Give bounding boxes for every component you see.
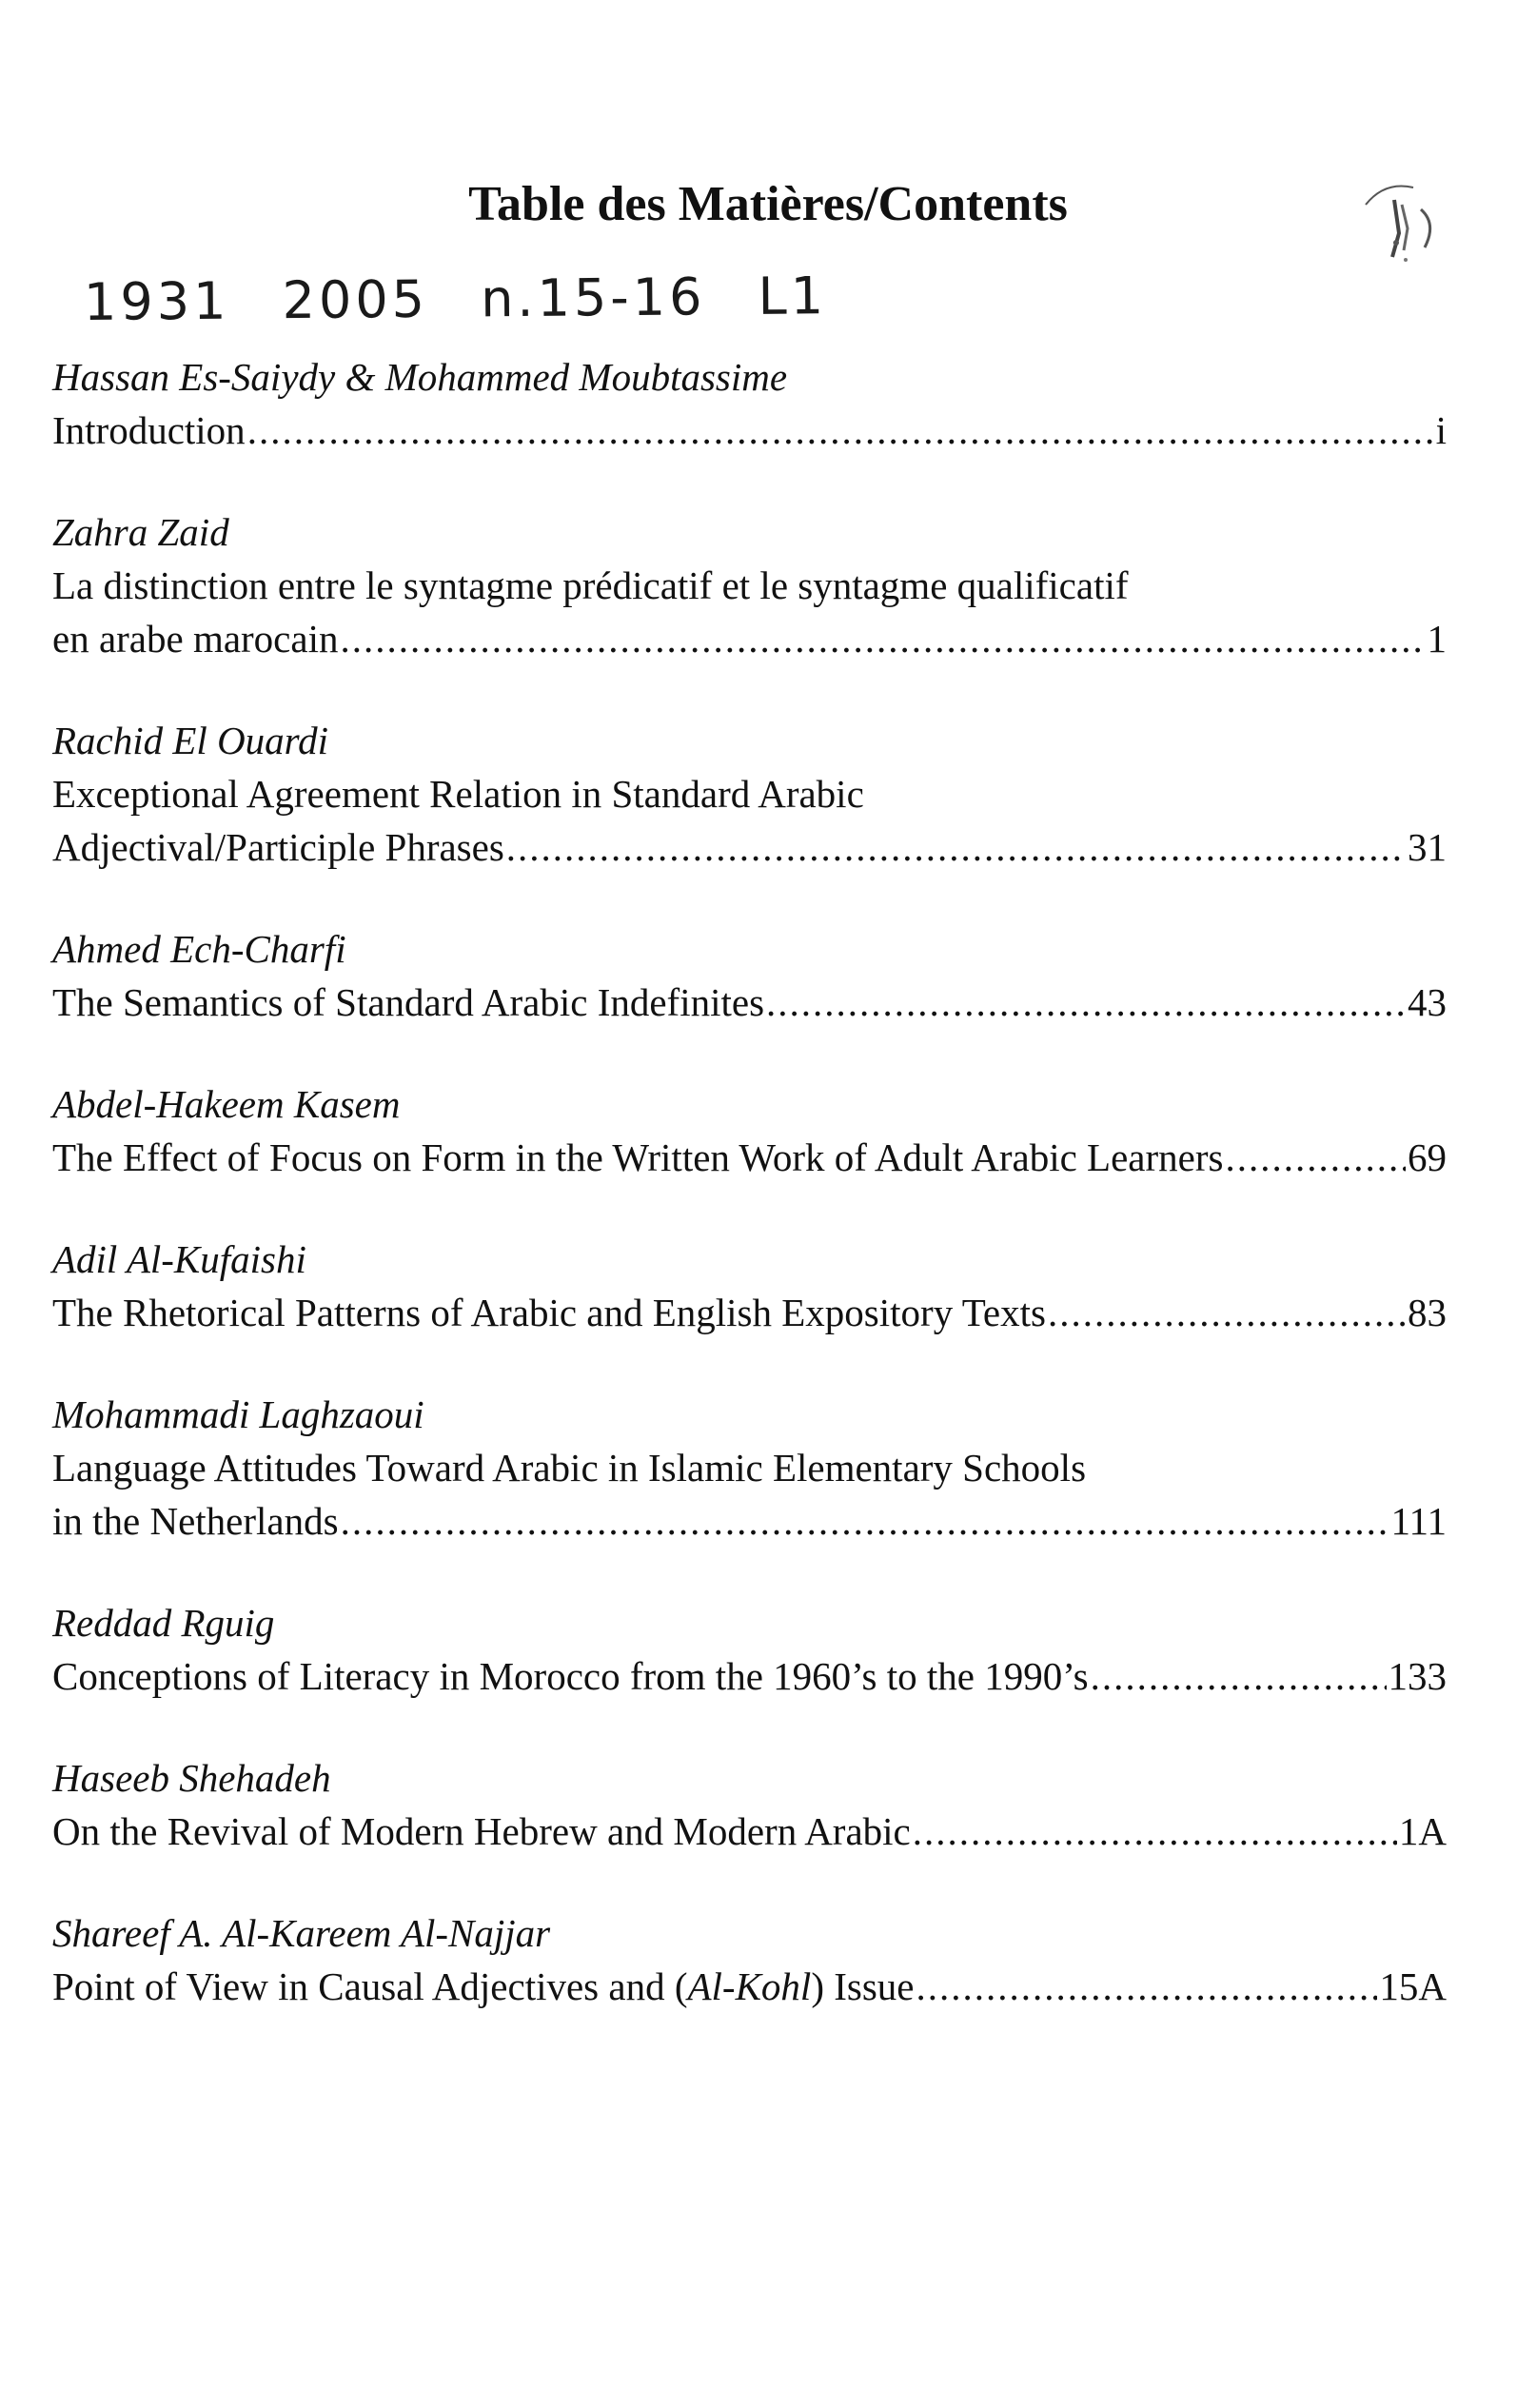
toc-entry [52,505,1447,665]
entry-title-line: La distinction entre le syntagme prédicatif et le syntagme qualificatif [52,563,1129,607]
leader-dots [766,976,1406,1029]
toc-entry [52,714,1447,874]
library-stamp-icon [1347,176,1451,281]
page-title: Table des Matières/Contents [468,177,1068,231]
toc-line[interactable] [52,820,1447,874]
entry-title: The Effect of Focus on Form in the Written Work of Adult Arabic Learners [52,1135,1224,1179]
entry-title-line: Language Attitudes Toward Arabic in Islamic Elementary Schools [52,1446,1087,1490]
toc-list [52,350,1447,2062]
page-number: i [1435,408,1447,452]
entry-title: Adjectival/Participle Phrases [52,825,504,869]
entry-author: Shareef A. Al-Kareem Al-Najjar [52,1911,551,1955]
entry-title-part: ) Issue [811,1964,915,2008]
entry-author: Haseeb Shehadeh [52,1756,331,1800]
toc-line[interactable] [52,976,1447,1029]
page-number: 31 [1408,825,1447,869]
page-number: 43 [1408,980,1447,1024]
entry-author: Ahmed Ech-Charfi [52,927,346,971]
entry-title: On the Revival of Modern Hebrew and Modern Arabic [52,1809,911,1853]
entry-author: Hassan Es-Saiydy & Mohammed Moubtassime [52,355,788,399]
toc-line[interactable] [52,404,1447,457]
entry-author: Adil Al-Kufaishi [52,1237,306,1281]
toc-line[interactable] [52,1805,1447,1858]
entry-title: The Rhetorical Patterns of Arabic and English Expository Texts [52,1291,1046,1334]
entry-title-line: Exceptional Agreement Relation in Standard Arabic [52,772,864,816]
leader-dots [1091,1649,1387,1703]
toc-entry [52,1906,1447,2013]
leader-dots [506,820,1406,874]
toc-line[interactable] [52,1960,1447,2013]
page-number: 83 [1408,1291,1447,1334]
page-number: 133 [1388,1654,1447,1698]
toc-line[interactable] [52,1131,1447,1184]
entry-author: Mohammadi Laghzaoui [52,1392,424,1436]
entry-title-italic: Al-Kohl [687,1964,812,2008]
entry-title: en arabe marocain [52,617,339,661]
entry-author: Abdel-Hakeem Kasem [52,1082,401,1126]
entry-author: Rachid El Ouardi [52,719,329,762]
toc-entry [52,1596,1447,1703]
entry-title: Conceptions of Literacy in Morocco from the 1960’s to the 1990’s [52,1654,1089,1698]
entry-title: in the Netherlands [52,1499,339,1543]
entry-title: Introduction [52,408,246,452]
toc-entry [52,922,1447,1029]
entry-title: The Semantics of Standard Arabic Indefinites [52,980,765,1024]
page-number: 111 [1390,1499,1447,1543]
toc-line[interactable] [52,1286,1447,1339]
leader-dots [1225,1131,1406,1184]
page-number: 15A [1379,1964,1447,2008]
leader-dots [913,1805,1397,1858]
toc-line[interactable] [52,612,1447,665]
leader-dots [340,612,1425,665]
page-number: 1A [1398,1809,1447,1853]
entry-title-part: Point of View in Causal Adjectives and ( [52,1964,688,2008]
leader-dots [916,1960,1378,2013]
entry-author: Reddad Rguig [52,1601,275,1645]
page-number: 1 [1427,617,1447,661]
toc-entry [52,1077,1447,1184]
leader-dots [341,1494,1389,1548]
page-number: 69 [1408,1135,1447,1179]
toc-line[interactable] [52,1494,1447,1548]
toc-entry [52,1751,1447,1858]
toc-entry [52,1388,1447,1548]
toc-line[interactable] [52,1649,1447,1703]
handwritten-note: 1931 2005 n.15-16 L1 [83,266,828,332]
entry-author: Zahra Zaid [52,510,229,554]
leader-dots [247,404,1434,457]
entry-title [52,1960,915,2013]
toc-entry [52,1233,1447,1339]
leader-dots [1048,1286,1406,1339]
toc-entry [52,350,1447,457]
